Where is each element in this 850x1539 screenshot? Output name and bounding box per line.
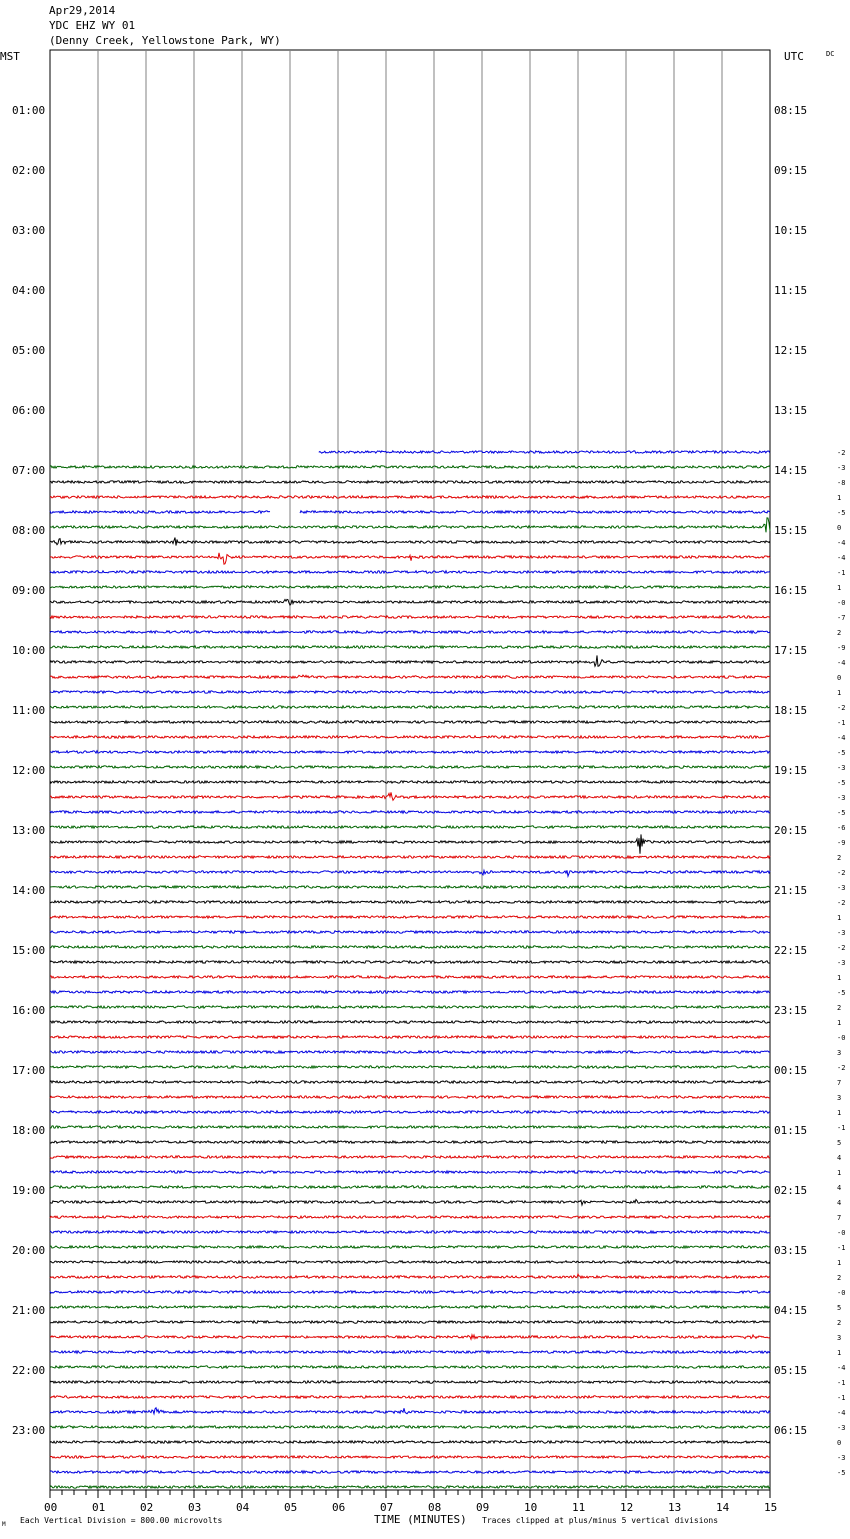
trace-row-green: [50, 1486, 770, 1488]
x-tick-label: 00: [44, 1501, 58, 1514]
left-hour-label: 03:00: [12, 224, 46, 237]
x-tick-label: 01: [92, 1501, 106, 1514]
right-hour-label: 06:15: [774, 1424, 808, 1437]
trace-offset-label: 1: [837, 1259, 842, 1267]
trace-row-red: [50, 675, 770, 678]
trace-offset-label: -3: [837, 1454, 846, 1462]
trace-offset-label: -2: [837, 869, 846, 877]
trace-row-blue: [50, 1051, 770, 1053]
right-hour-label: 19:15: [774, 764, 808, 777]
left-hour-label: 13:00: [12, 824, 46, 837]
trace-row-black: [50, 1441, 770, 1443]
right-hour-label: 04:15: [774, 1304, 808, 1317]
minute-gridlines: [98, 50, 722, 1490]
trace-offset-label: -4: [837, 1409, 846, 1417]
left-hour-label: 23:00: [12, 1424, 46, 1437]
left-hour-label: 06:00: [12, 404, 46, 417]
right-hour-label: 12:15: [774, 344, 808, 357]
right-hour-label: 13:15: [774, 404, 808, 417]
trace-offset-label: -4: [837, 734, 846, 742]
right-hour-label: 03:15: [774, 1244, 808, 1257]
trace-offset-label: -5: [837, 809, 846, 817]
trace-row-green: [50, 886, 770, 888]
left-hour-label: 04:00: [12, 284, 46, 297]
trace-offset-labels: [837, 449, 845, 1477]
trace-offset-label: -3: [837, 959, 846, 967]
trace-row-black: [50, 834, 770, 853]
trace-row-red: [50, 736, 770, 738]
trace-offset-label: -5: [837, 749, 846, 757]
right-hour-label: 16:15: [774, 584, 808, 597]
left-timezone-label: MST: [0, 50, 20, 63]
x-tick-label: 02: [140, 1501, 154, 1514]
corner-mark: M: [2, 1521, 6, 1528]
scale-note: Each Vertical Division = 800.00 microvolts: [20, 1516, 223, 1525]
trace-offset-label: 3: [837, 1094, 842, 1102]
trace-offset-label: 7: [837, 1214, 842, 1222]
trace-offset-label: 1: [837, 689, 842, 697]
right-hour-label: 08:15: [774, 104, 808, 117]
trace-offset-label: -7: [837, 614, 846, 622]
trace-row-red: [50, 1456, 770, 1458]
trace-offset-label: -0: [837, 1034, 846, 1042]
left-hour-label: 21:00: [12, 1304, 46, 1317]
x-axis-title: TIME (MINUTES): [374, 1513, 467, 1526]
left-hour-label: 19:00: [12, 1184, 46, 1197]
trace-row-blue: [50, 1408, 770, 1414]
right-hour-label: 20:15: [774, 824, 808, 837]
trace-row-green: [50, 1126, 770, 1128]
trace-offset-label: 5: [837, 1139, 842, 1147]
trace-offset-label: -3: [837, 1424, 846, 1432]
trace-row-red: [50, 1156, 770, 1158]
trace-row-green: [50, 646, 770, 648]
trace-row-blue: [50, 811, 770, 813]
trace-offset-label: 4: [837, 1184, 842, 1192]
right-hour-label: 21:15: [774, 884, 808, 897]
trace-row-green: [50, 1006, 770, 1008]
trace-row-black: [50, 781, 770, 783]
left-hour-label: 02:00: [12, 164, 46, 177]
left-hour-label: 01:00: [12, 104, 46, 117]
trace-offset-label: 4: [837, 1154, 842, 1162]
right-hour-label: 09:15: [774, 164, 808, 177]
trace-row-green: [50, 466, 770, 468]
trace-offset-label: -0: [837, 1229, 846, 1237]
left-hour-label: 10:00: [12, 644, 46, 657]
trace-row-red: [50, 1096, 770, 1098]
trace-offset-label: -9: [837, 839, 846, 847]
trace-offset-label: 1: [837, 494, 842, 502]
x-tick-label: 12: [620, 1501, 634, 1514]
trace-offset-label: 1: [837, 1109, 842, 1117]
date-label: Apr29,2014: [49, 4, 116, 17]
left-hour-label: 12:00: [12, 764, 46, 777]
trace-offset-label: 2: [837, 1274, 842, 1282]
x-tick-label: 05: [284, 1501, 298, 1514]
trace-offset-label: -6: [837, 824, 846, 832]
trace-offset-label: 0: [837, 674, 842, 682]
trace-row-green: [50, 1066, 770, 1068]
trace-row-green: [50, 1306, 770, 1308]
x-tick-label: 04: [236, 1501, 250, 1514]
clip-note: Traces clipped at plus/minus 5 vertical divisions: [482, 1516, 719, 1525]
left-hour-label: 07:00: [12, 464, 46, 477]
trace-row-blue: [50, 931, 770, 933]
trace-offset-label: 1: [837, 584, 842, 592]
trace-offset-label: -1: [837, 1244, 846, 1252]
trace-offset-label: -5: [837, 509, 846, 517]
trace-offset-label: -2: [837, 1064, 846, 1072]
trace-row-blue: [50, 1231, 770, 1233]
trace-offset-label: -3: [837, 929, 846, 937]
trace-offset-label: -3: [837, 764, 846, 772]
left-hour-label: 11:00: [12, 704, 46, 717]
trace-offset-label: -1: [837, 1379, 846, 1387]
trace-offset-label: 0: [837, 1439, 842, 1447]
trace-offset-label: 7: [837, 1079, 842, 1087]
trace-row-green: [50, 1246, 770, 1248]
trace-row-red: [50, 1036, 770, 1038]
trace-row-red: [50, 1216, 770, 1218]
trace-row-red: [50, 1274, 770, 1278]
trace-offset-label: -4: [837, 659, 846, 667]
trace-offset-label: 1: [837, 974, 842, 982]
trace-row-red: [50, 496, 770, 498]
trace-offset-label: 1: [837, 1169, 842, 1177]
plot-frame: [50, 50, 770, 1490]
right-hour-label: 10:15: [774, 224, 808, 237]
trace-offset-label: 3: [837, 1049, 842, 1057]
trace-offset-label: -5: [837, 1469, 846, 1477]
right-hour-label: 22:15: [774, 944, 808, 957]
trace-row-red: [50, 916, 770, 918]
trace-row-blue: [50, 870, 770, 876]
trace-row-red: [50, 616, 770, 618]
left-hour-label: 16:00: [12, 1004, 46, 1017]
x-tick-label: 07: [380, 1501, 394, 1514]
x-tick-label: 13: [668, 1501, 682, 1514]
trace-row-blue: [50, 1351, 770, 1353]
seismic-traces: [50, 451, 770, 1488]
trace-row-green: [50, 1366, 770, 1368]
trace-offset-label: -2: [837, 944, 846, 952]
left-hour-label: 15:00: [12, 944, 46, 957]
right-hour-labels: [774, 104, 807, 1437]
right-hour-label: 18:15: [774, 704, 808, 717]
x-tick-label: 09: [476, 1501, 490, 1514]
left-hour-label: 09:00: [12, 584, 46, 597]
trace-offset-label: 0: [837, 524, 842, 532]
x-tick-label: 15: [764, 1501, 778, 1514]
trace-row-blue: [50, 751, 770, 753]
right-timezone-label: UTC: [784, 50, 804, 63]
trace-offset-label: -0: [837, 599, 846, 607]
trace-offset-label: 4: [837, 1199, 842, 1207]
trace-row-black: [50, 961, 770, 963]
trace-row-black: [50, 1321, 770, 1323]
trace-row-red: [50, 792, 770, 800]
trace-offset-label: -2: [837, 704, 846, 712]
x-axis: [44, 1490, 777, 1514]
left-hour-label: 14:00: [12, 884, 46, 897]
trace-row-black: [50, 901, 770, 903]
trace-row-blue: [50, 1471, 770, 1473]
trace-row-green: [50, 1426, 770, 1428]
trace-row-blue: [50, 631, 770, 633]
trace-row-red: [50, 856, 770, 858]
trace-row-black: [50, 1081, 770, 1083]
trace-row-black: [50, 1261, 770, 1263]
left-hour-label: 22:00: [12, 1364, 46, 1377]
trace-offset-label: -0: [837, 1289, 846, 1297]
right-hour-label: 01:15: [774, 1124, 808, 1137]
x-tick-label: 08: [428, 1501, 442, 1514]
left-hour-label: 18:00: [12, 1124, 46, 1137]
right-hour-label: 02:15: [774, 1184, 808, 1197]
station-label: YDC EHZ WY 01: [49, 19, 136, 32]
trace-offset-label: -1: [837, 1394, 846, 1402]
x-tick-label: 10: [524, 1501, 538, 1514]
trace-offset-label: -8: [837, 479, 846, 487]
trace-offset-label: 3: [837, 1334, 842, 1342]
trace-offset-label: -1: [837, 1124, 846, 1132]
trace-row-blue: [50, 1111, 770, 1113]
trace-row-blue: [50, 691, 770, 693]
trace-row-black: [50, 1021, 770, 1023]
trace-offset-label: 1: [837, 914, 842, 922]
trace-offset-label: -4: [837, 539, 846, 547]
left-hour-label: 17:00: [12, 1064, 46, 1077]
trace-row-blue: [50, 571, 770, 573]
trace-offset-label: 2: [837, 854, 842, 862]
right-hour-label: 14:15: [774, 464, 808, 477]
trace-row-black: [50, 481, 770, 483]
trace-row-black: [50, 1381, 770, 1383]
left-hour-label: 05:00: [12, 344, 46, 357]
right-hour-label: 11:15: [774, 284, 808, 297]
x-tick-label: 06: [332, 1501, 346, 1514]
trace-row-green: [50, 518, 770, 533]
trace-row-green: [50, 706, 770, 708]
trace-offset-label: -3: [837, 884, 846, 892]
trace-offset-label: 5: [837, 1304, 842, 1312]
trace-offset-label: 2: [837, 629, 842, 637]
trace-offset-label: -1: [837, 719, 846, 727]
trace-row-blue: [50, 1291, 770, 1293]
right-hour-label: 05:15: [774, 1364, 808, 1377]
x-tick-label: 11: [572, 1501, 586, 1514]
trace-offset-label: 1: [837, 1019, 842, 1027]
trace-offset-label: -4: [837, 554, 846, 562]
trace-row-black: [50, 1200, 770, 1206]
trace-offset-label: -9: [837, 644, 846, 652]
trace-row-red: [50, 976, 770, 978]
trace-offset-label: -5: [837, 779, 846, 787]
trace-offset-label: -2: [837, 899, 846, 907]
right-hour-label: 17:15: [774, 644, 808, 657]
trace-row-green: [50, 946, 770, 948]
right-hour-label: 23:15: [774, 1004, 808, 1017]
trace-row-blue: [50, 1171, 770, 1173]
left-hour-label: 08:00: [12, 524, 46, 537]
trace-row-black: [50, 1141, 770, 1143]
trace-row-green: [50, 1186, 770, 1188]
trace-row-black: [50, 538, 770, 546]
trace-row-red: [50, 1335, 770, 1339]
trace-row-green: [50, 826, 770, 828]
trace-row-blue: [50, 991, 770, 993]
trace-row-green: [50, 766, 770, 768]
right-hour-label: 15:15: [774, 524, 808, 537]
trace-offset-label: -3: [837, 464, 846, 472]
x-tick-label: 03: [188, 1501, 202, 1514]
location-label: (Denny Creek, Yellowstone Park, WY): [49, 34, 281, 47]
trace-row-blue: [50, 511, 770, 513]
trace-row-red: [50, 1396, 770, 1398]
trace-offset-label: 1: [837, 1349, 842, 1357]
trace-row-black: [50, 599, 770, 605]
right-hour-label: 00:15: [774, 1064, 808, 1077]
trace-offset-label: -2: [837, 449, 846, 457]
trace-offset-label: -1: [837, 569, 846, 577]
trace-offset-label: 2: [837, 1319, 842, 1327]
x-tick-label: 14: [716, 1501, 730, 1514]
left-hour-labels: [12, 104, 45, 1437]
trace-offset-label: -5: [837, 989, 846, 997]
dc-label: DC: [826, 50, 835, 58]
trace-offset-label: 2: [837, 1004, 842, 1012]
trace-row-black: [50, 721, 770, 723]
trace-row-black: [50, 655, 770, 666]
trace-offset-label: -3: [837, 794, 846, 802]
left-hour-label: 20:00: [12, 1244, 46, 1257]
trace-row-green: [50, 586, 770, 588]
trace-offset-label: -4: [837, 1364, 846, 1372]
trace-row-red: [50, 553, 770, 564]
